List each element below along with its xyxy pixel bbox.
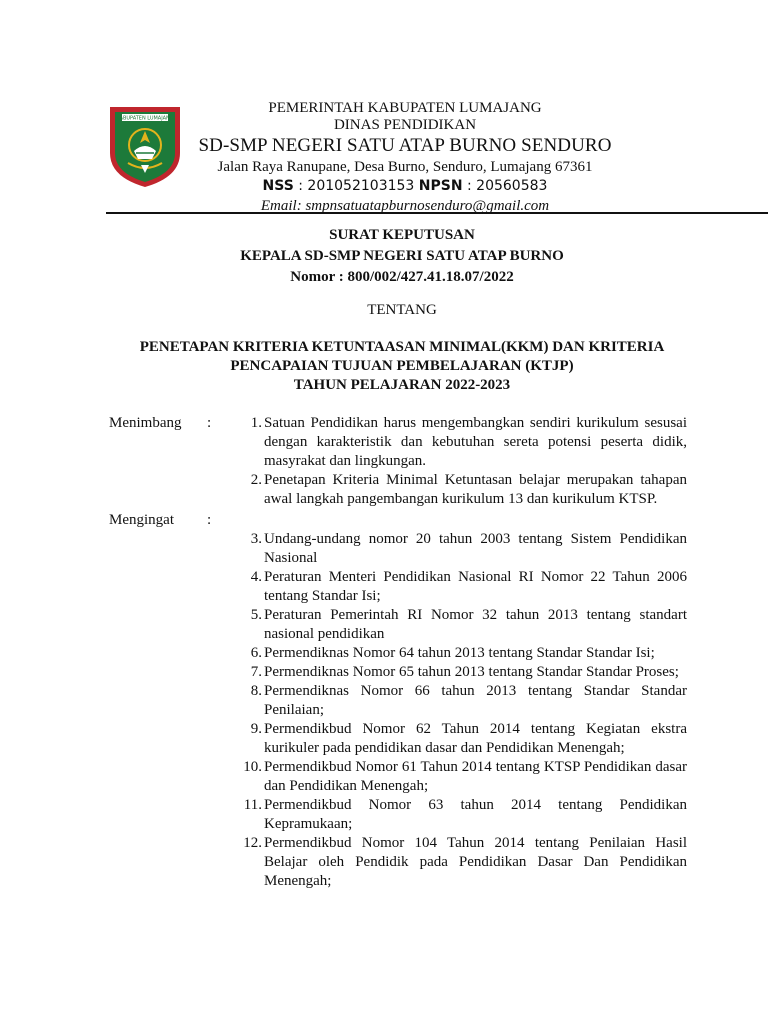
decree-heading — [100, 225, 704, 288]
menimbang-list — [240, 414, 687, 509]
item-text: Permendiknas Nomor 65 tahun 2013 tentang Standar Standar Proses; — [264, 664, 679, 680]
list-item — [240, 758, 687, 796]
item-text: Peraturan Pemerintah RI Nomor 32 tahun 2013 tentang standart nasional pendidikan — [264, 607, 687, 642]
menimbang-colon: : — [207, 415, 212, 431]
item-text: Penetapan Kriteria Minimal Ketuntasan belajar merupakan tahapan awal langkah pangembangan kurikulum 13 dan kurikulum KTSP. — [264, 472, 687, 507]
decree-number: Nomor : 800/002/427.41.18.07/2022 — [290, 269, 514, 285]
item-text: Permendiknas Nomor 66 tahun 2013 tentang Standar Standar Penilaian; — [264, 683, 687, 718]
list-item — [240, 606, 687, 644]
mengingat-label: Mengingat — [109, 512, 174, 528]
list-item — [240, 414, 687, 471]
regency-emblem-icon — [106, 103, 184, 189]
logo-lettering: KABUPATEN LUMAJANG — [116, 115, 174, 122]
school-address: Jalan Raya Ranupane, Desa Burno, Senduro, Lumajang 67361 — [217, 159, 593, 175]
nss-label: NSS — [262, 178, 294, 194]
subject-line-2: PENCAPAIAN TUJUAN PEMBELAJARAN (KTJP) — [230, 358, 574, 374]
npsn-label: NPSN — [418, 178, 463, 194]
npsn-value: : 20560583 — [467, 178, 548, 194]
menimbang-label: Menimbang — [109, 415, 182, 431]
school-ids — [195, 177, 615, 196]
letterhead-divider — [106, 212, 768, 214]
nss-value: : 201052103153 — [298, 178, 415, 194]
list-item — [240, 644, 687, 663]
item-number: 12. — [243, 835, 262, 851]
subject-line-3: TAHUN PELAJARAN 2022-2023 — [293, 377, 511, 393]
item-number: 1. — [250, 415, 262, 431]
item-number: 5. — [250, 607, 262, 623]
list-item — [240, 834, 687, 891]
list-item — [240, 720, 687, 758]
decree-title: SURAT KEPUTUSAN — [329, 227, 475, 243]
item-text: Permendikbud Nomor 62 Tahun 2014 tentang Kegiatan ekstra kurikuler pada pendidikan dasar dan Pendidikan Menengah; — [264, 721, 687, 756]
item-number: 3. — [250, 531, 262, 547]
item-number: 11. — [243, 797, 262, 813]
item-number: 2. — [250, 472, 262, 488]
list-item — [240, 568, 687, 606]
mengingat-list — [240, 530, 687, 891]
tentang-label: TENTANG — [367, 302, 437, 318]
department-line: DINAS PENDIDIKAN — [333, 117, 477, 133]
list-item — [240, 530, 687, 568]
item-text: Permendikbud Nomor 61 Tahun 2014 tentang KTSP Pendidikan dasar dan Pendidikan Menengah; — [264, 759, 687, 794]
list-item — [240, 471, 687, 509]
government-line: PEMERINTAH KABUPATEN LUMAJANG — [268, 100, 542, 116]
item-text: Undang-undang nomor 20 tahun 2003 tentang Sistem Pendidikan Nasional — [264, 531, 687, 566]
list-item — [240, 663, 687, 682]
subject-line-1: PENETAPAN KRITERIA KETUNTAASAN MINIMAL(KKM) DAN KRITERIA — [139, 339, 665, 355]
item-number: 9. — [250, 721, 262, 737]
item-number: 6. — [250, 645, 262, 661]
mengingat-colon: : — [207, 512, 212, 528]
item-number: 7. — [250, 664, 262, 680]
item-text: Peraturan Menteri Pendidikan Nasional RI Nomor 22 Tahun 2006 tentang Standar Isi; — [264, 569, 687, 604]
list-item — [240, 796, 687, 834]
item-number: 8. — [250, 683, 262, 699]
letterhead — [195, 100, 615, 216]
item-text: Satuan Pendidikan harus mengembangkan sendiri kurikulum sesusai dengan karakteristik dan kebutuhan sereta potensi peserta didik, masyrakat dan lingkungan. — [264, 415, 687, 469]
school-name: SD-SMP NEGERI SATU ATAP BURNO SENDURO — [198, 135, 612, 156]
item-text: Permendiknas Nomor 64 tahun 2013 tentang Standar Standar Isi; — [264, 645, 655, 661]
item-number: 4. — [250, 569, 262, 585]
list-item — [240, 682, 687, 720]
decree-issuer: KEPALA SD-SMP NEGERI SATU ATAP BURNO — [240, 248, 564, 264]
item-text: Permendikbud Nomor 104 Tahun 2014 tentang Penilaian Hasil Belajar oleh Pendidik pada Pendidikan Dasar Dan Pendidikan Menengah; — [264, 835, 687, 889]
item-number: 10. — [243, 759, 262, 775]
item-text: Permendikbud Nomor 63 tahun 2014 tentang Pendidikan Kepramukaan; — [264, 797, 687, 832]
decree-subject — [100, 338, 704, 395]
school-email: Email: smpnsatuatapburnosenduro@gmail.com — [260, 198, 550, 214]
